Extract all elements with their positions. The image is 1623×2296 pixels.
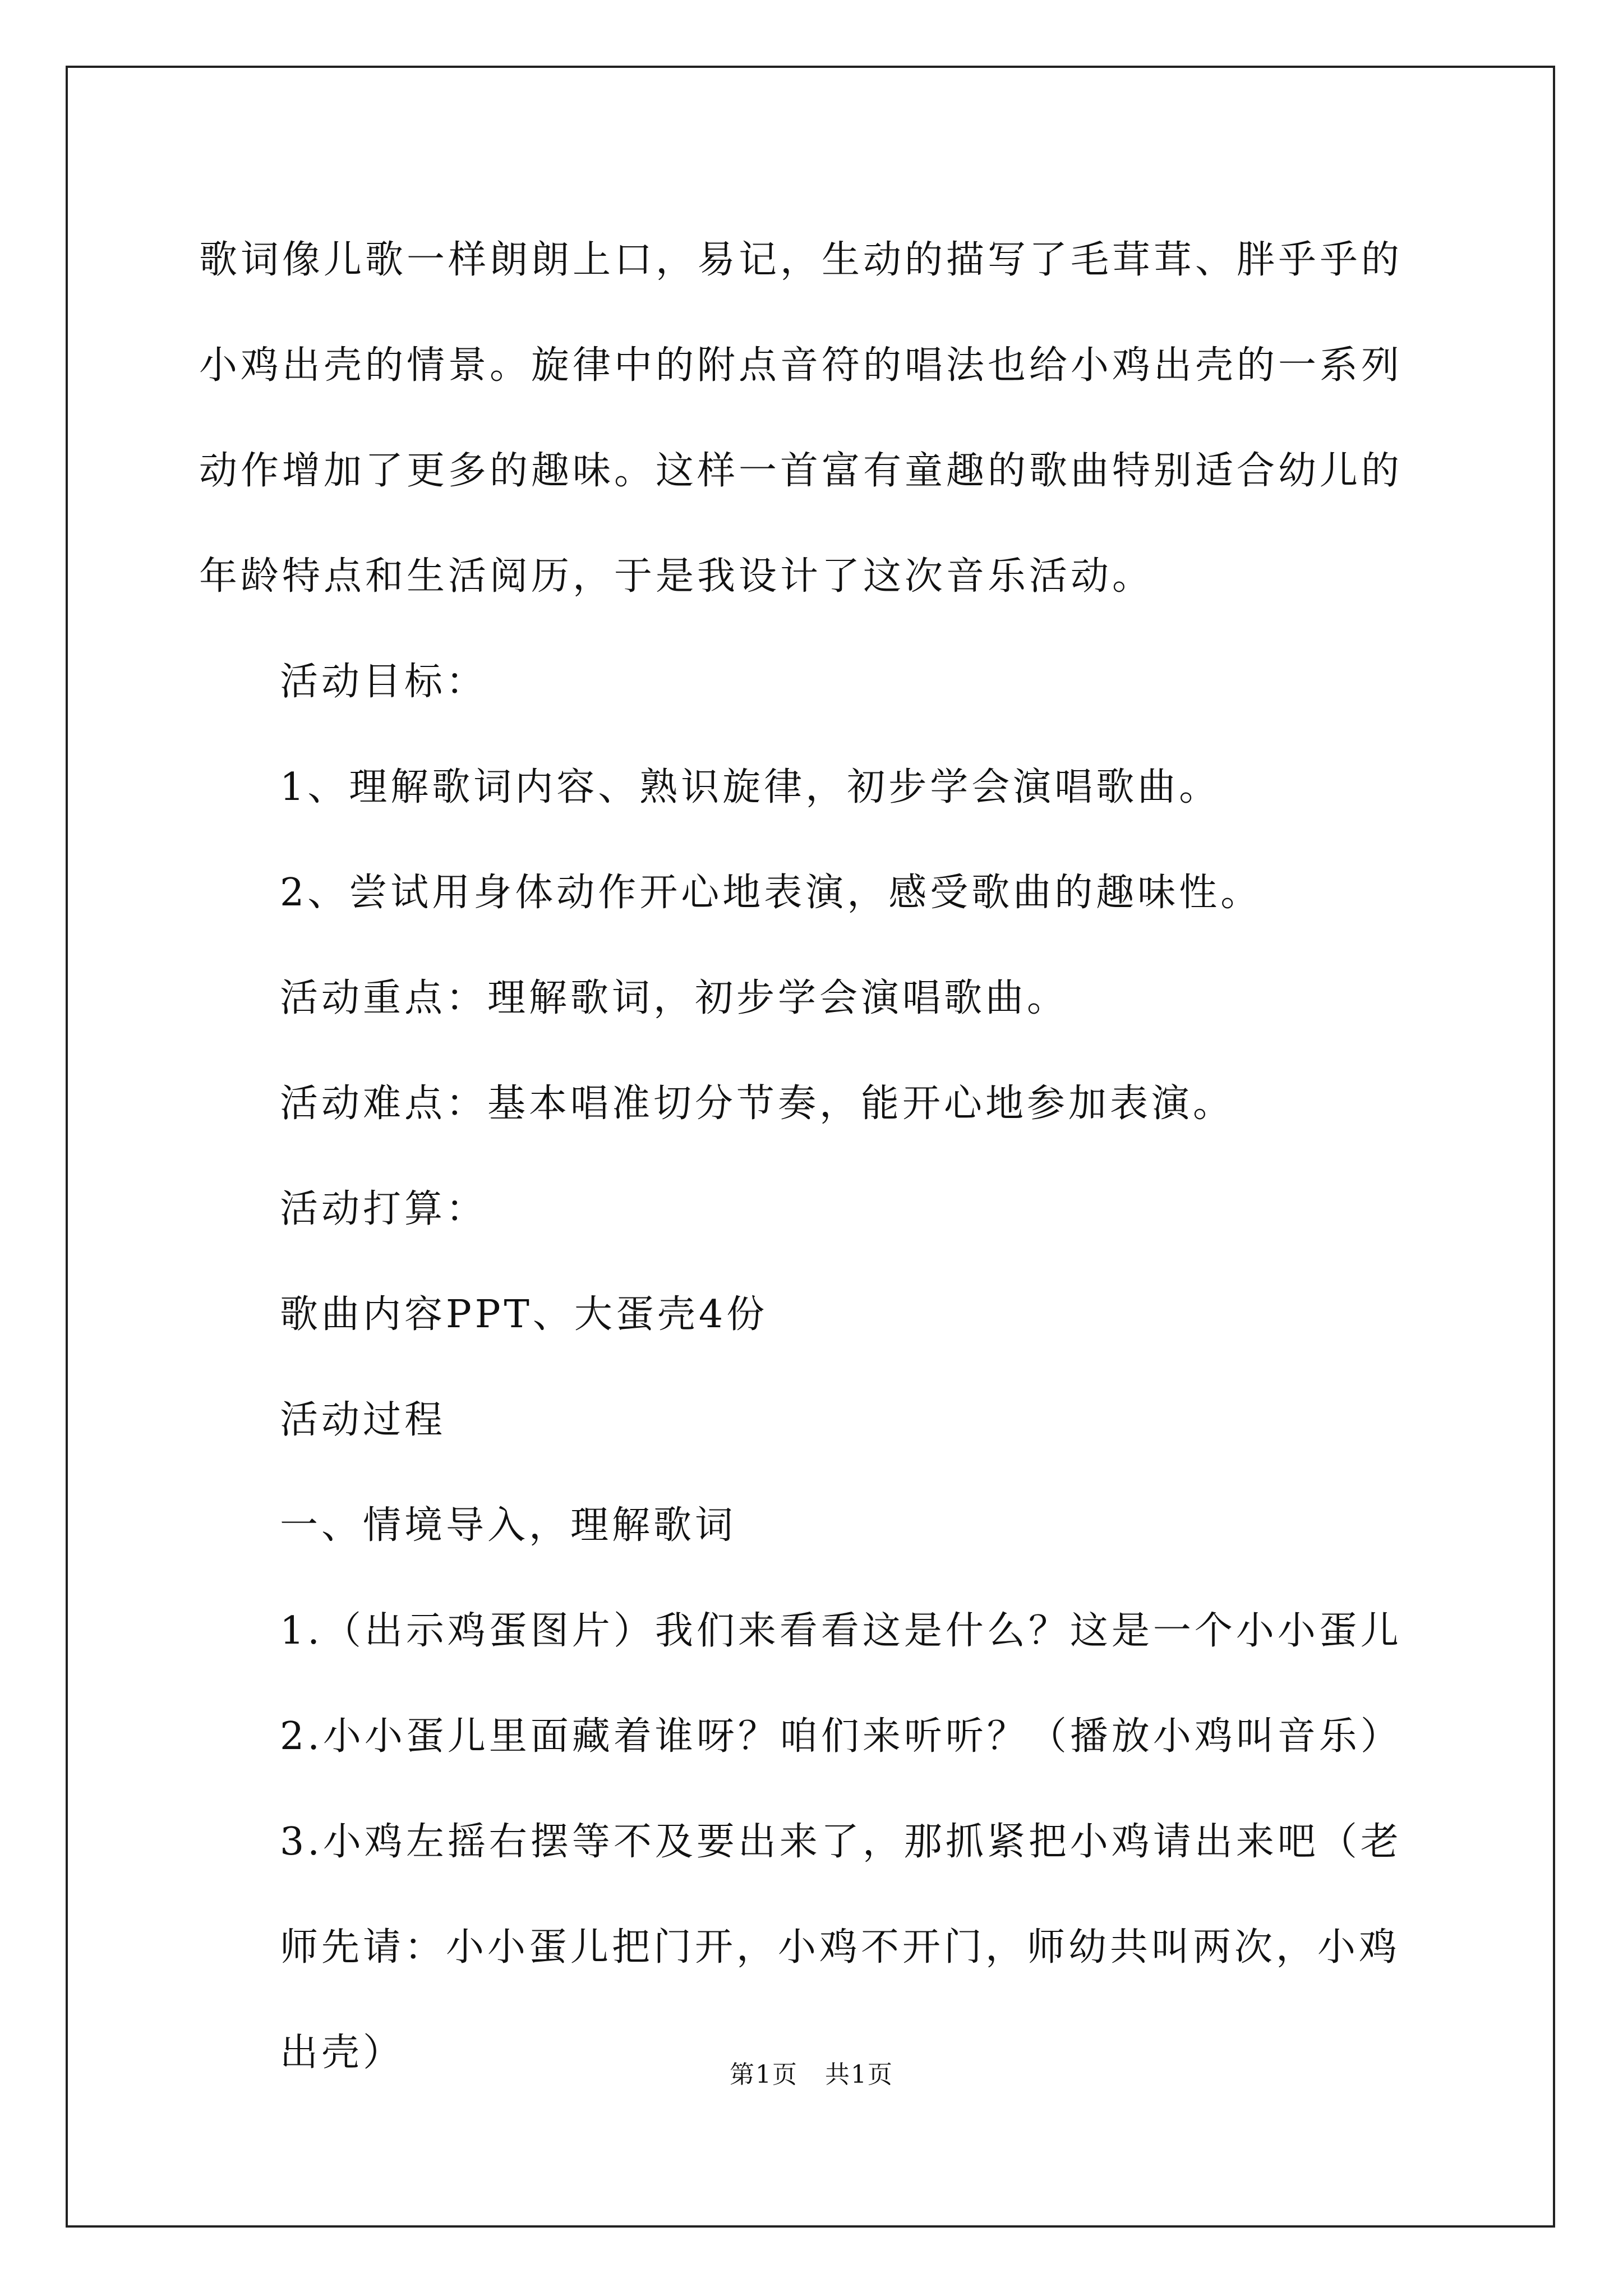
- process-item-3: 3.小鸡左摇右摆等不及要出来了，那抓紧把小鸡请出来吧（老师先请：小小蛋儿把门开，小鸡不开门，师幼共叫两次，小鸡出壳）: [280, 1820, 1402, 2075]
- process-item-2: 2.小小蛋儿里面藏着谁呀？咱们来听听？（播放小鸡叫音乐）: [280, 1714, 1402, 1759]
- heading-preparation: 活动打算：: [280, 1187, 488, 1231]
- process-step-title: 一、情境导入，理解歌词: [280, 1503, 737, 1548]
- process-item-1: 1.（出示鸡蛋图片）我们来看看这是什么？这是一个小小蛋儿: [280, 1609, 1402, 1653]
- document-body: [199, 208, 1427, 2106]
- page-footer: [0, 2054, 1623, 2090]
- activity-difficulty: 活动难点：基本唱准切分节奏，能开心地参加表演。: [280, 1082, 1235, 1126]
- heading-objectives: 活动目标：: [280, 660, 488, 704]
- objective-item-1: 1、理解歌词内容、熟识旋律，初步学会演唱歌曲。: [280, 765, 1221, 809]
- page-number: 第1页: [730, 2060, 798, 2089]
- preparation-materials: 歌曲内容PPT、大蛋壳4份: [280, 1292, 768, 1337]
- objective-item-2: 2、尝试用身体动作开心地表演，感受歌曲的趣味性。: [280, 871, 1262, 915]
- heading-process: 活动过程: [280, 1398, 446, 1442]
- activity-focus: 活动重点：理解歌词，初步学会演唱歌曲。: [280, 976, 1069, 1020]
- intro-paragraph: 歌词像儿歌一样朗朗上口，易记，生动的描写了毛茸茸、胖乎乎的小鸡出壳的情景。旋律中的附点音符的唱法也给小鸡出壳的一系列动作增加了更多的趣味。这样一首富有童趣的歌曲特别适合幼儿的年龄特点和生活阅历，于是我设计了这次音乐活动。: [199, 238, 1403, 599]
- page-total: 共1页: [825, 2060, 893, 2089]
